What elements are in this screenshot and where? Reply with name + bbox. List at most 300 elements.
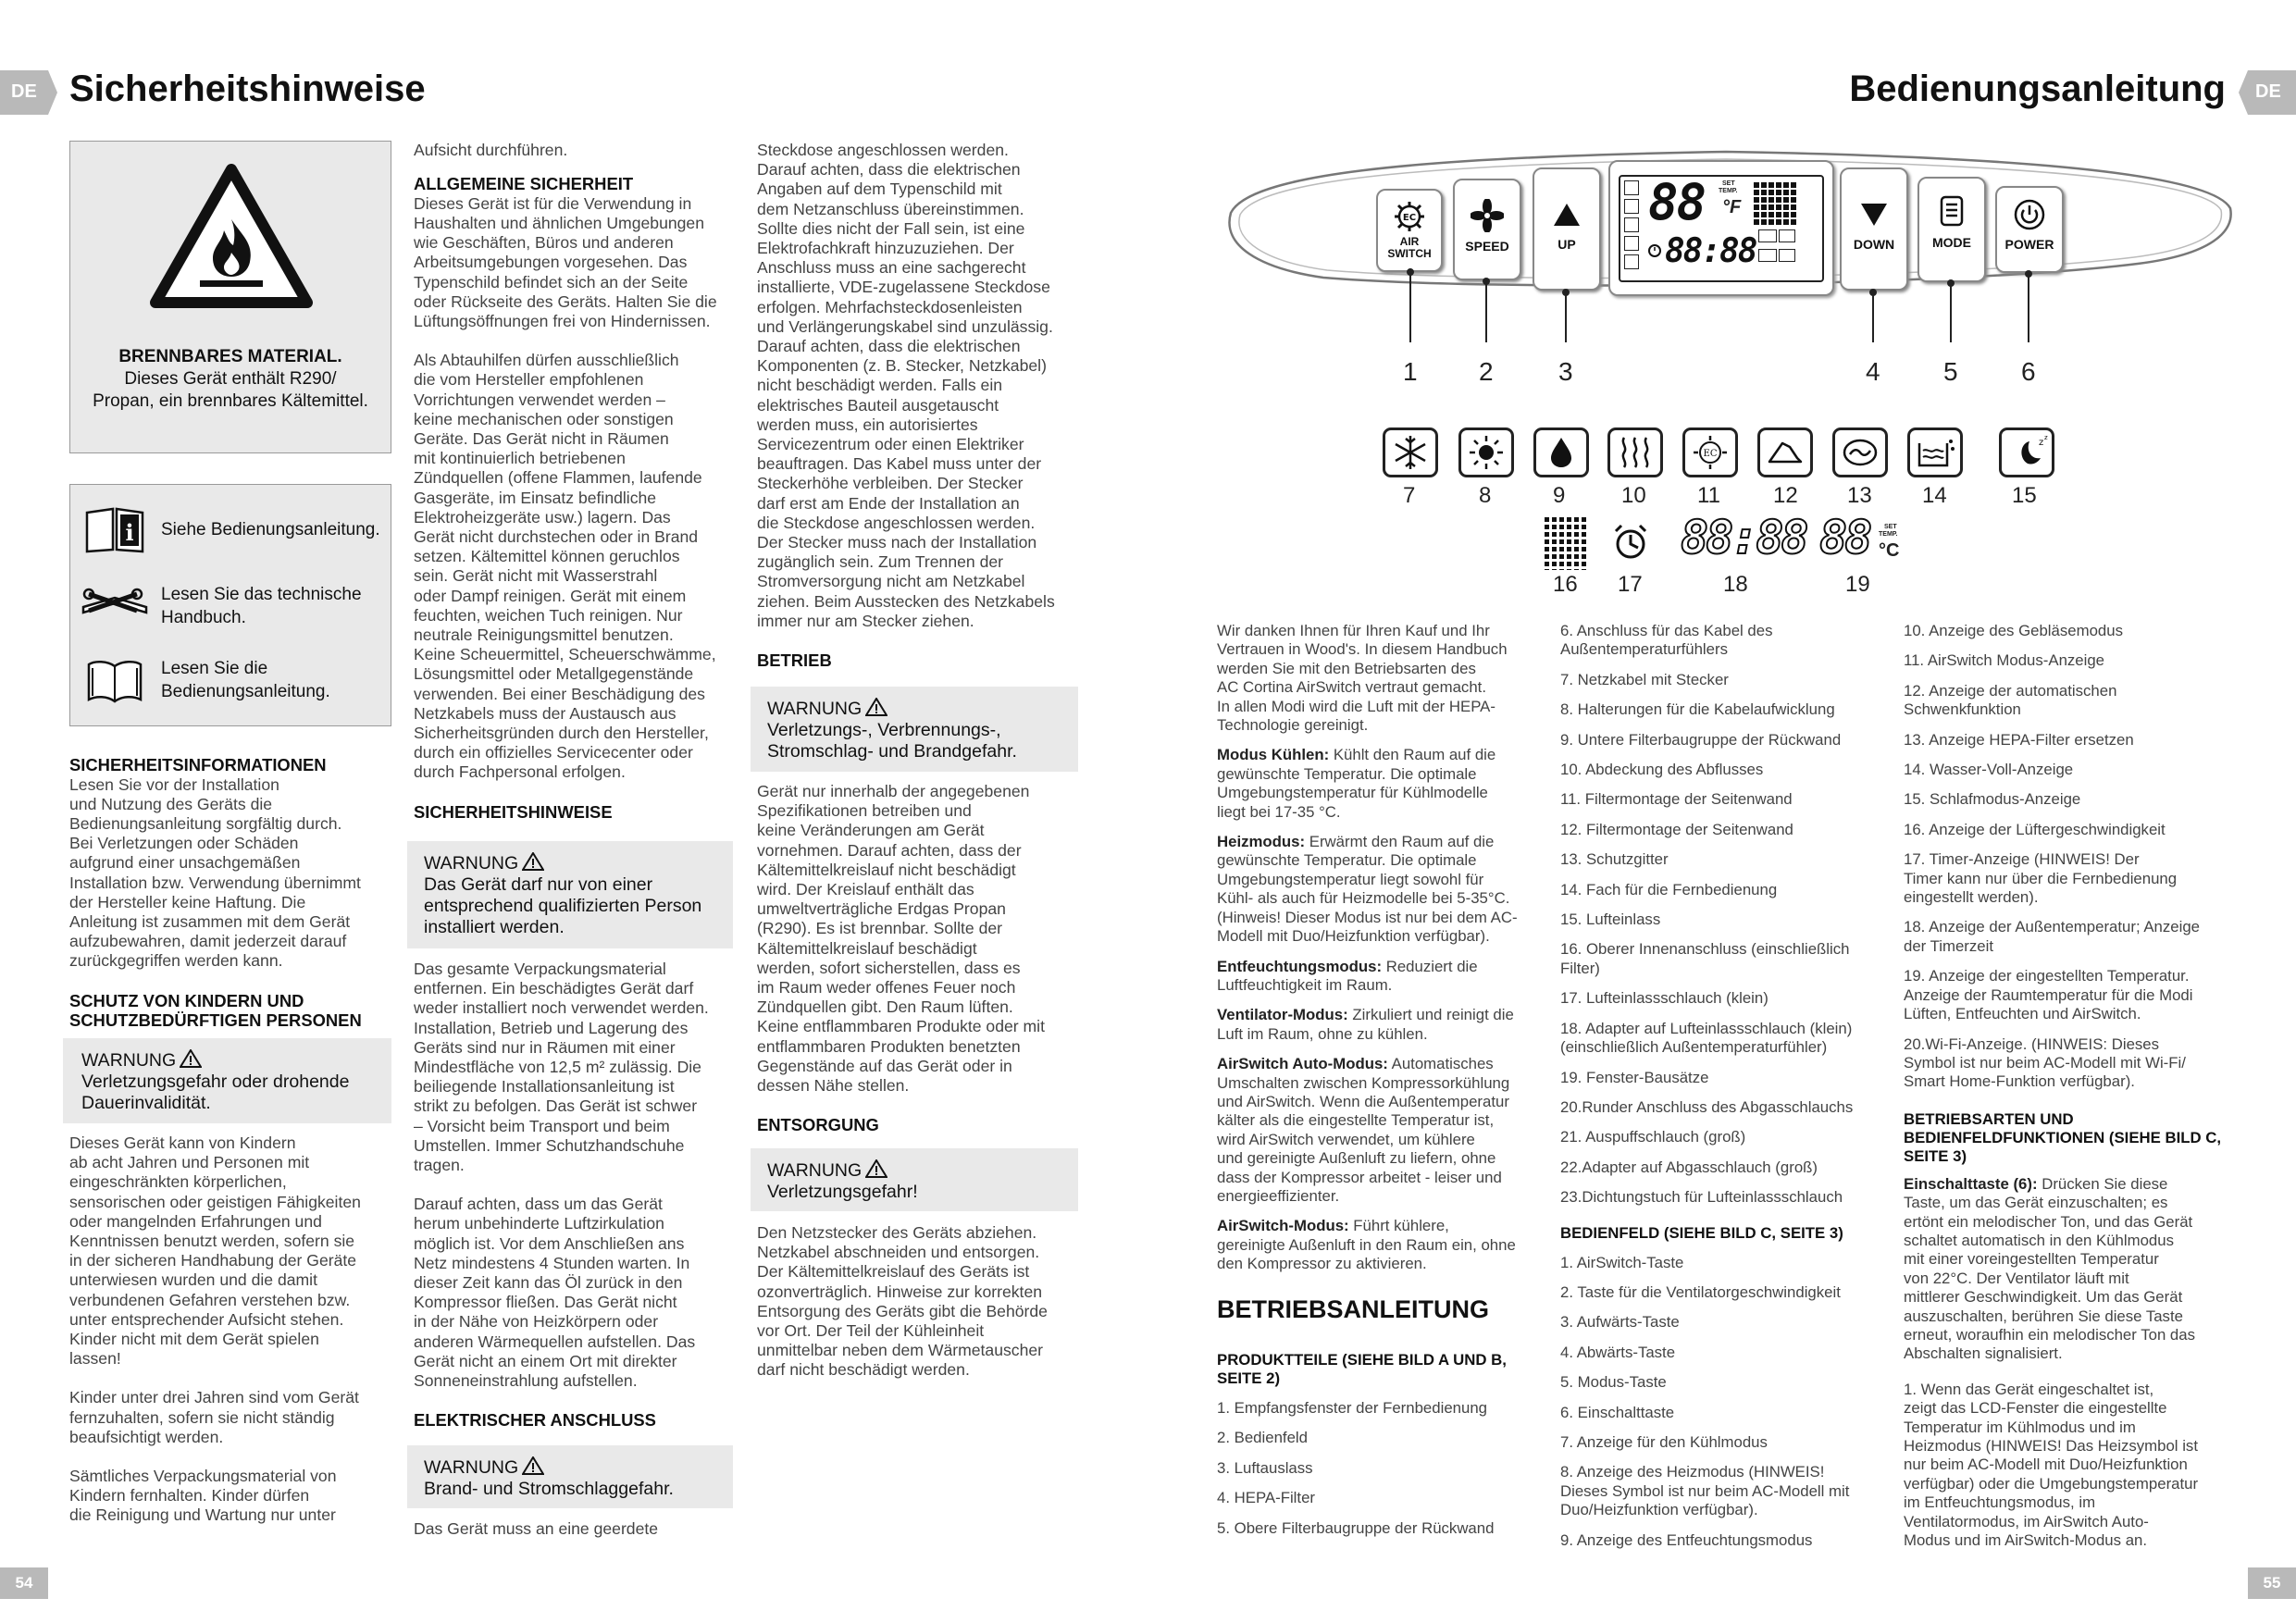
heading-panel: BEDIENFELD (SIEHE BILD C, SEITE 3) xyxy=(1560,1223,1843,1242)
text-line: Schwenkfunktion xyxy=(1904,700,2021,719)
text-line: Angaben auf dem Typenschild mit xyxy=(757,180,1002,199)
text-line: möglich ist. Vor dem Anschließen ans xyxy=(414,1233,685,1253)
text-line: 2. Bedienfeld xyxy=(1217,1429,1308,1447)
text-line: beaufsichtigt werden. xyxy=(69,1427,224,1446)
symbol-text-1: Siehe Bedienungsanleitung. xyxy=(161,520,380,539)
text-line: Geräte. Das Gerät nicht in Räumen xyxy=(414,428,669,448)
text-line: mit kontinuierlich betriebenen xyxy=(414,449,626,468)
svg-text:EC: EC xyxy=(1402,213,1417,223)
text-line: 20.Runder Anschluss des Abgasschlauchs xyxy=(1560,1097,1854,1116)
text-line: neutrale Reinigungsmittel benutzen. xyxy=(414,625,674,644)
text-line: im Entfeuchtungsmodus, im xyxy=(1904,1493,2096,1512)
text-line: herum unbehinderte Luftzirkulation xyxy=(414,1214,664,1233)
list-item xyxy=(1560,1158,1893,1177)
warning-box-qualified xyxy=(407,841,733,948)
text-line: AC Cortina AirSwitch vertraut gemacht. xyxy=(1217,678,1486,697)
text-line: elektrisches Bauteil ausgetauscht xyxy=(757,395,999,415)
speed-label: SPEED xyxy=(1465,239,1509,254)
text-line: durch Fachpersonal erfolgen. xyxy=(414,762,626,782)
lcd-snow-icon xyxy=(1624,180,1639,195)
lcd-mode-icons xyxy=(1624,180,1641,277)
para-lcd xyxy=(1904,1381,2237,1551)
para-supervision: Aufsicht durchführen. xyxy=(414,141,568,159)
list-item xyxy=(1560,1283,1893,1302)
left-col2-lower xyxy=(414,960,738,1431)
fan-waves-icon xyxy=(1610,430,1660,475)
text-line: unter entsprechender Aufsicht stehen. xyxy=(69,1309,344,1329)
ec-mode-icon xyxy=(1685,430,1735,475)
triangle-down-icon xyxy=(1860,203,1888,227)
mode-text: Erwärmt den Raum auf die xyxy=(1305,833,1495,851)
text-line: weder installiert noch verwendet werden. xyxy=(414,998,709,1018)
right-col1-parts xyxy=(1217,1351,1550,1549)
callout-4: 4 xyxy=(1866,357,1880,386)
list-item xyxy=(1560,1463,1893,1519)
power-button-text: Drücken Sie diese xyxy=(2037,1174,2168,1193)
flammable-warning-icon xyxy=(150,164,313,310)
text-line: Luft im Raum, ohne zu kühlen. xyxy=(1217,1024,1428,1043)
callout-8: 8 xyxy=(1479,483,1492,508)
text-line: gewünschte Temperatur. Die optimale xyxy=(1217,851,1477,870)
text-line: keine mechanischen oder sonstigen xyxy=(414,409,674,428)
lcd-ec-icon xyxy=(1624,254,1639,269)
text-line: Keine entflammbaren Produkte oder mit xyxy=(757,1017,1045,1036)
text-line: in der sicheren Handhabung der Geräte xyxy=(69,1251,357,1270)
text-line: 13. Schutzgitter xyxy=(1560,850,1669,869)
lang-tag-text: DE xyxy=(11,81,37,102)
water-drop-icon xyxy=(1536,430,1586,475)
list-item xyxy=(1904,731,2237,750)
list-item xyxy=(1560,1254,1893,1272)
text-line: 6. Anschluss für das Kabel des xyxy=(1560,622,1773,639)
text-line: Sämtliches Verpackungsmaterial von xyxy=(69,1467,337,1486)
temp-label: TEMP. xyxy=(1879,531,1898,538)
set-label: SET xyxy=(1884,524,1897,530)
right-col1 xyxy=(1217,622,1550,1274)
text-line: beauftragen. Das Kabel muss unter der xyxy=(757,454,1042,474)
text-line: Kindern fernhalten. Kinder dürfen xyxy=(69,1486,310,1505)
text-line: wie Geschäften, Büros und anderen xyxy=(414,233,674,253)
warning-line: Verletzungs-, Verbrennungs-, xyxy=(767,720,1001,740)
big-heading-operating: BETRIEBSANLEITUNG xyxy=(1217,1295,1490,1323)
list-item xyxy=(1560,940,1893,978)
list-item xyxy=(1217,1459,1550,1478)
text-line: darf erst am Ende der Installation an xyxy=(757,493,1020,513)
list-item xyxy=(1904,967,2237,1023)
manual-info-icon xyxy=(85,507,144,553)
text-line: Spezifikationen betreiben und xyxy=(757,801,972,821)
symbols-box xyxy=(69,484,391,726)
right-page-title: Bedienungsanleitung xyxy=(1849,68,2226,109)
list-item xyxy=(1904,790,2237,809)
hazard-box xyxy=(69,141,391,453)
text-line: Netz mindestens 4 Stunden warten. In xyxy=(414,1253,690,1272)
text-line: Modell mit Duo/Heizfunktion verfügbar). xyxy=(1217,927,1490,946)
text-line: im Raum weder offenes Feuer noch xyxy=(757,978,1016,997)
list-item xyxy=(1560,1020,1893,1058)
air-switch-button[interactable] xyxy=(1376,189,1443,272)
mode-description xyxy=(1217,746,1550,822)
text-line: verbundenen Gefahren verstehen bzw. xyxy=(69,1290,351,1309)
callout-11: 11 xyxy=(1697,483,1720,508)
text-line: 15. Lufteinlass xyxy=(1560,911,1661,929)
text-line: immer nur am Stecker ziehen. xyxy=(757,611,974,630)
para-general xyxy=(414,194,738,331)
mode-text: Führt kühlere, xyxy=(1348,1217,1449,1235)
para-power-rest xyxy=(1904,1194,2237,1364)
list-item xyxy=(1904,651,2237,670)
text-line: Servicezentrum oder einen Elektriker xyxy=(757,435,1024,454)
panel-list xyxy=(1560,1254,1893,1550)
list-item xyxy=(1560,671,1893,689)
para-grounded: Das Gerät muss an eine geerdete xyxy=(414,1519,659,1538)
text-line: Bedienungsanleitung sorgfältig durch. xyxy=(69,813,342,833)
callout-19: 19 xyxy=(1845,572,1870,597)
text-line: 1. Wenn das Gerät eingeschaltet ist, xyxy=(1904,1380,2154,1398)
text-line: wird. Der Kreislauf enthält das xyxy=(757,880,974,899)
water-drop-icon-box xyxy=(1533,427,1589,477)
text-line: Als Abtauhilfen dürfen ausschließlich xyxy=(414,351,679,370)
list-item xyxy=(1560,1433,1893,1452)
lcd-big-digits: 88 xyxy=(1648,173,1706,231)
text-line: Gerät nicht an einem Ort mit direkter xyxy=(414,1351,677,1370)
fan-waves-icon-box xyxy=(1607,427,1663,477)
text-line: aufzubewahren, damit jederzeit darauf xyxy=(69,932,347,951)
power-button[interactable] xyxy=(1995,186,2064,273)
text-line: Bei Verletzungen oder Schäden xyxy=(69,834,299,853)
text-line: nicht beschädigt werden. Falls ein xyxy=(757,376,1003,395)
text-line: erfolgen. Mehrfachsteckdosenleisten xyxy=(757,297,1023,316)
text-line: Installation, Betrieb und Lagerung des xyxy=(414,1018,689,1037)
water-full-icon xyxy=(1910,430,1960,475)
text-line: setzen. Kältemittel können geruchlos xyxy=(414,547,680,566)
text-line: Umstellen. Immer Schutzhandschuhe xyxy=(414,1135,685,1155)
text-line: Mindestfläche von 12,5 m² zulässig. Die xyxy=(414,1058,701,1077)
callout-12: 12 xyxy=(1773,483,1798,508)
svg-text:i: i xyxy=(125,519,134,546)
left-col1 xyxy=(69,755,393,1031)
text-line: 3. Aufwärts-Taste xyxy=(1560,1313,1680,1332)
svg-text:z: z xyxy=(2044,434,2048,441)
list-item xyxy=(1560,622,1893,660)
text-line: Haushalten und ähnlichen Umgebungen xyxy=(414,213,704,232)
text-line: Entsorgung des Geräts gibt die Behörde xyxy=(757,1301,1048,1320)
hazard-line-2: Propan, ein brennbares Kältemittel. xyxy=(93,391,368,411)
heading-electrical: ELEKTRISCHER ANSCHLUSS xyxy=(414,1410,656,1431)
list-item xyxy=(1904,821,2237,839)
text-line: 13. Anzeige HEPA-Filter ersetzen xyxy=(1904,730,2134,749)
list-item xyxy=(1560,1404,1893,1422)
right-col2 xyxy=(1560,622,1893,1561)
lcd-temp-label: TEMP. xyxy=(1719,188,1738,194)
text-line: (einschließlich Außentemperaturfühler) xyxy=(1560,1038,1828,1057)
text-line: 9. Anzeige des Entfeuchtungsmodus xyxy=(1560,1530,1813,1549)
text-line: Lesen Sie vor der Installation xyxy=(69,774,279,794)
text-line: Dieses Symbol ist nur beim AC-Modell mit xyxy=(1560,1481,1850,1500)
callout-17: 17 xyxy=(1618,572,1643,597)
para-socket xyxy=(757,141,1081,631)
heading-modes-1: BETRIEBSARTEN UND xyxy=(1904,1109,2074,1128)
warning-line: Dauerinvalidität. xyxy=(81,1093,211,1113)
text-line: die Reinigung und Wartung nur unter xyxy=(69,1505,336,1525)
speed-button[interactable] xyxy=(1453,179,1521,280)
text-line: Darauf achten, dass die elektrischen xyxy=(757,337,1021,356)
text-line: Komponenten (z. B. Stecker, Netzkabel) xyxy=(757,356,1047,376)
text-line: 3. Luftauslass xyxy=(1217,1458,1313,1477)
list-item xyxy=(1560,821,1893,839)
warning-line: Brand- und Stromschlaggefahr. xyxy=(424,1479,674,1499)
text-line: unmittelbar neben dem Wärmetauscher xyxy=(757,1341,1044,1360)
para-intro xyxy=(1217,622,1550,735)
symbol-text-3b: Bedienungsanleitung. xyxy=(161,682,330,701)
text-line: fernzuhalten, sofern sie nicht ständig xyxy=(69,1407,335,1427)
indicator-list xyxy=(1904,622,2237,1092)
text-line: verwenden. Bei einer Beschädigung des xyxy=(414,684,705,703)
mode-button[interactable] xyxy=(1917,177,1986,282)
list-item xyxy=(1560,1344,1893,1362)
text-line: Elektrofachkraft hinzuzuziehen. Der xyxy=(757,239,1014,258)
text-line: Netzkabel abschneiden und entsorgen. xyxy=(757,1243,1040,1262)
lcd-alarm-icon xyxy=(1646,242,1663,258)
text-line: 5. Modus-Taste xyxy=(1560,1373,1667,1392)
mode-description xyxy=(1217,833,1550,946)
text-line: werden Sie mit den Betriebsarten des xyxy=(1217,659,1476,677)
text-line: Kältemittelkreislauf beschädigt xyxy=(757,938,977,958)
text-line: Steckdose angeschlossen werden. xyxy=(757,141,1009,159)
text-line: oder Rückseite des Geräts. Halten Sie die xyxy=(414,291,717,311)
outdoor-temp-digits: 88:88 xyxy=(1681,511,1806,564)
heading-product-parts-2: SEITE 2) xyxy=(1217,1369,1281,1387)
lcd-inner xyxy=(1619,175,1824,282)
text-line: entfernen. Ein beschädigtes Gerät darf xyxy=(414,979,694,998)
list-item xyxy=(1904,1035,2237,1092)
text-line: 20.Wi-Fi-Anzeige. (HINWEIS: Dieses xyxy=(1904,1035,2160,1053)
warning-line: Stromschlag- und Brandgefahr. xyxy=(767,741,1017,762)
callout-16: 16 xyxy=(1553,572,1578,597)
text-line: werden, sofort sicherstellen, dass es xyxy=(757,958,1021,977)
power-icon xyxy=(2014,199,2045,230)
para-packaging xyxy=(69,1467,393,1526)
text-line: 8. Anzeige des Heizmodus (HINWEIS! xyxy=(1560,1463,1825,1481)
triangle-up-icon xyxy=(1553,203,1581,227)
callout-5: 5 xyxy=(1943,357,1958,386)
text-line: Wir danken Ihnen für Ihren Kauf und Ihr xyxy=(1217,622,1490,639)
list-item xyxy=(1217,1519,1550,1538)
mode-text: Reduziert die xyxy=(1382,957,1478,975)
warning-triangle-icon xyxy=(865,698,887,716)
warning-box-electric xyxy=(407,1445,733,1508)
text-line: Abschalten signalisiert. xyxy=(1904,1344,2063,1363)
warning-title: WARNUNG xyxy=(767,1160,863,1181)
hazard-title: BRENNBARES MATERIAL. xyxy=(118,347,342,366)
text-line: schaltet automatisch in den Kühlmodus xyxy=(1904,1231,2174,1249)
text-line: 22.Adapter auf Abgasschlauch (groß) xyxy=(1560,1158,1818,1176)
text-line: Umgebungstemperatur für Kühlmodelle xyxy=(1217,784,1488,802)
text-line: die vom Hersteller empfohlenen xyxy=(414,370,644,390)
down-label: DOWN xyxy=(1853,237,1895,252)
mode-descriptions xyxy=(1217,746,1550,1273)
callout-18: 18 xyxy=(1723,572,1748,597)
text-line: mittlerer Geschwindigkeit. Um das Gerät xyxy=(1904,1288,2183,1307)
text-line: ozonverträglich. Hinweise zur korrekten xyxy=(757,1282,1043,1301)
text-line: 5. Obere Filterbaugruppe der Rückwand xyxy=(1217,1518,1495,1537)
text-line: Außentemperaturfühlers xyxy=(1560,640,1728,659)
text-line: (Hinweis! Dieser Modus ist nur bei dem AC- xyxy=(1217,908,1518,926)
text-line: den Kompressor zu aktivieren. xyxy=(1217,1255,1427,1273)
set-temp-digits: 88 xyxy=(1819,511,1870,564)
para-air-circulation xyxy=(414,1195,738,1391)
hazard-line-1: Dieses Gerät enthält R290/ xyxy=(124,369,337,389)
text-line: 10. Anzeige des Gebläsemodus xyxy=(1904,622,2123,639)
text-line: Elektroheizgeräte usw.) lagern. Das xyxy=(414,507,671,527)
text-line: dessen Nähe stellen. xyxy=(757,1076,910,1096)
text-line: Temperatur im Kühlmodus und im xyxy=(1904,1418,2136,1436)
open-book-icon xyxy=(85,659,144,703)
text-line: Dieses Gerät kann von Kindern xyxy=(69,1134,296,1152)
text-line: Netzkabels muss der Austausch aus xyxy=(414,703,676,723)
text-line: durch ein offizielles Servicecenter oder xyxy=(414,743,693,762)
text-line: Duo/Heizfunktion verfügbar). xyxy=(1560,1501,1758,1519)
text-line: 23.Dichtungstuch für Lufteinlassschlauch xyxy=(1560,1188,1843,1207)
heading-general-safety: ALLGEMEINE SICHERHEIT xyxy=(414,174,634,194)
text-line: unterwiesen wurden und die damit xyxy=(69,1270,317,1290)
text-line: Timer kann nur über die Fernbedienung xyxy=(1904,869,2178,887)
text-line: Sicherheitsgründen durch den Hersteller, xyxy=(414,723,709,742)
alarm-clock-icon xyxy=(1610,522,1651,563)
mode-name: Entfeuchtungsmodus: xyxy=(1217,957,1383,975)
text-line: Kühl- als auch für Heizmodelle bei 5-35°C. xyxy=(1217,889,1510,908)
water-full-icon-box xyxy=(1907,427,1963,477)
symbol-text-2b: Handbuch. xyxy=(161,608,246,627)
text-line: energieeffizienter. xyxy=(1217,1186,1340,1205)
list-item xyxy=(1560,911,1893,929)
text-line: 7. Anzeige für den Kühlmodus xyxy=(1560,1432,1768,1451)
mode-text: Automatisches xyxy=(1387,1055,1494,1073)
ec-icon xyxy=(1393,200,1426,233)
page-number-left: 54 xyxy=(0,1567,48,1599)
text-line: 11. AirSwitch Modus-Anzeige xyxy=(1904,651,2105,670)
text-line: Darauf achten, dass um das Gerät xyxy=(414,1195,663,1214)
text-line: 7. Netzkabel mit Stecker xyxy=(1560,670,1729,688)
text-line: Lüften, Entfeuchten und AirSwitch. xyxy=(1904,1005,2141,1023)
tech-manual-icon xyxy=(80,585,150,622)
list-item xyxy=(1560,1069,1893,1087)
svg-text:EC: EC xyxy=(1703,449,1718,459)
text-line: Arbeitsumgebungen vorgesehen. Das xyxy=(414,253,688,272)
text-line: Anzeige der Raumtemperatur für die Modi xyxy=(1904,985,2193,1004)
power-label: POWER xyxy=(2004,237,2054,252)
text-line: 6. Einschalttaste xyxy=(1560,1403,1675,1421)
text-line: umweltverträgliche Erdgas Propan xyxy=(757,899,1006,919)
sun-icon xyxy=(1461,430,1511,475)
ec-icon-box xyxy=(1682,427,1738,477)
warning-triangle-icon xyxy=(180,1049,202,1068)
heading-modes-3: SEITE 3) xyxy=(1904,1146,1967,1165)
parts-list-2 xyxy=(1560,622,1893,1208)
list-item xyxy=(1560,790,1893,809)
mode-name: AirSwitch Auto-Modus: xyxy=(1217,1055,1388,1073)
lcd-sun-icon xyxy=(1624,199,1639,214)
snowflake-icon xyxy=(1385,430,1435,475)
text-line: der Hersteller keine Haftung. Die xyxy=(69,892,306,911)
callout-7: 7 xyxy=(1403,483,1416,508)
text-line: liegt bei 17-35 °C. xyxy=(1217,802,1341,821)
text-line: Taste, um das Gerät einzuschalten; es xyxy=(1904,1194,2168,1212)
callout-6: 6 xyxy=(2021,357,2036,386)
lang-tag-left xyxy=(0,70,59,119)
mode-text: Zirkuliert und reinigt die xyxy=(1347,1006,1514,1024)
text-line: 14. Fach für die Fernbedienung xyxy=(1560,880,1778,898)
text-line: 21. Auspuffschlauch (groß) xyxy=(1560,1128,1746,1146)
text-line: Zündquellen (offene Flammen, laufende xyxy=(414,468,702,488)
mode-name: AirSwitch-Modus: xyxy=(1217,1217,1349,1235)
warning-line: Verletzungsgefahr! xyxy=(767,1182,918,1202)
sleep-icon-box xyxy=(1999,427,2054,477)
text-line: Darauf achten, dass die elektrischen xyxy=(757,160,1021,180)
left-col1-lower xyxy=(69,1134,393,1526)
text-line: Sonneneinstrahlung aufstellen. xyxy=(414,1371,638,1391)
callout-15: 15 xyxy=(2012,483,2037,508)
mode-description xyxy=(1217,958,1550,996)
text-line: ertönt ein melodischer Ton, und das Gerät xyxy=(1904,1212,2193,1231)
text-line: werden muss, ein autorisiertes xyxy=(757,415,978,434)
text-line: tragen. xyxy=(414,1156,465,1175)
para-defrost xyxy=(414,351,738,782)
mode-label: MODE xyxy=(1932,235,1971,250)
list-item xyxy=(1560,1531,1893,1550)
fan-speed-grid-icon xyxy=(1542,514,1586,570)
list-item xyxy=(1217,1489,1550,1507)
text-line: sein. Gerät nicht mit Wasserstrahl xyxy=(414,566,658,586)
text-line: Installation bzw. Verwendung übernimmt xyxy=(69,873,361,892)
text-line: lassen! xyxy=(69,1349,121,1369)
text-line: wird AirSwitch verwendet, um kühlere xyxy=(1217,1130,1475,1148)
text-line: der Timerzeit xyxy=(1904,936,1993,955)
list-item xyxy=(1904,682,2237,720)
callout-9: 9 xyxy=(1553,483,1566,508)
heading-children-2: SCHUTZBEDÜRFTIGEN PERSONEN xyxy=(69,1010,362,1031)
auto-icon-box xyxy=(1757,427,1813,477)
text-line: Gerät nur innerhalb der angegebenen xyxy=(757,782,1030,800)
lcd-auto-icon xyxy=(1758,229,1777,242)
left-col3 xyxy=(757,141,1081,671)
text-line: ab acht Jahren und Personen mit xyxy=(69,1153,310,1172)
text-line: dass der Kompressor arbeitet - leiser und xyxy=(1217,1168,1502,1186)
text-line: 15. Schlafmodus-Anzeige xyxy=(1904,790,2081,809)
warning-title: WARNUNG xyxy=(767,699,863,719)
warning-box-operation xyxy=(751,687,1078,772)
text-line: eingeschränkten körperlichen, xyxy=(69,1172,287,1192)
sun-icon-box xyxy=(1458,427,1514,477)
text-line: zeigt das LCD-Fenster die eingestellte xyxy=(1904,1399,2167,1418)
para-power-button xyxy=(1904,1175,2237,1194)
text-line: 8. Halterungen für die Kabelaufwicklung xyxy=(1560,700,1835,719)
text-line: 4. HEPA-Filter xyxy=(1217,1489,1315,1507)
text-line: oder Dampf reinigen. Gerät mit einem xyxy=(414,586,687,605)
sleep-icon xyxy=(2002,430,2052,475)
callout-1: 1 xyxy=(1403,357,1418,386)
text-line: Der Kältemittelkreislauf des Geräts ist xyxy=(757,1262,1030,1282)
text-line: Symbol ist nur beim AC-Modell mit Wi-Fi/ xyxy=(1904,1053,2186,1072)
callout-14: 14 xyxy=(1922,483,1947,508)
text-line: und gereinigte Außenluft zu liefern, ohne xyxy=(1217,1149,1496,1168)
text-line: Gerät nicht durchstechen oder in Brand xyxy=(414,527,699,546)
warning-title: WARNUNG xyxy=(424,1457,519,1478)
callout-3: 3 xyxy=(1558,357,1573,386)
text-line: 2. Taste für die Ventilatorgeschwindigkeit xyxy=(1560,1282,1841,1301)
text-line: darf nicht beschädigt werden. xyxy=(757,1360,970,1380)
text-line: oder mangelnden Erfahrungen und xyxy=(69,1211,322,1231)
